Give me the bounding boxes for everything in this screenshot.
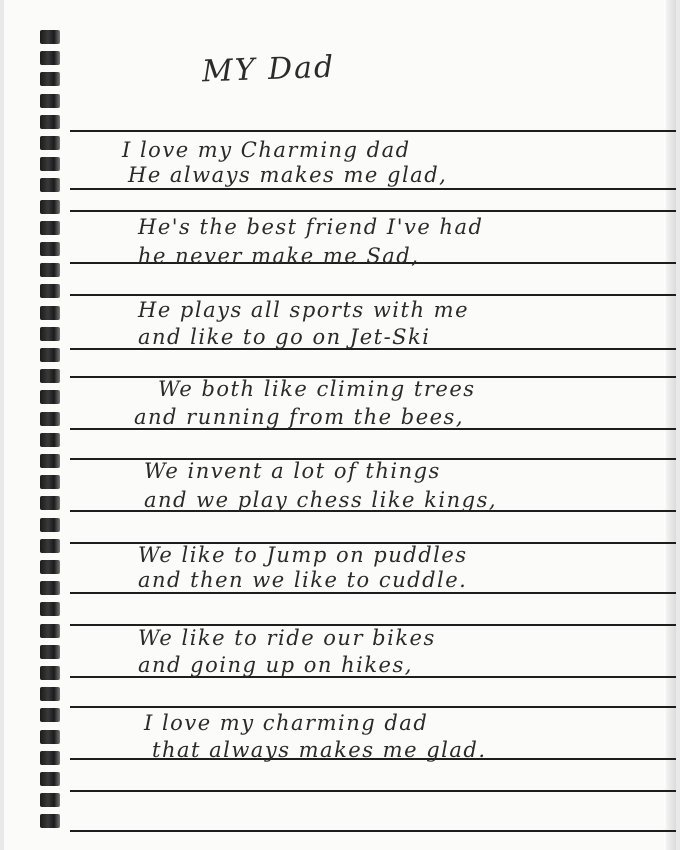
spiral-hole — [40, 454, 60, 468]
spiral-hole — [40, 263, 60, 277]
spiral-hole — [40, 496, 60, 510]
spiral-hole — [40, 200, 60, 214]
spiral-hole — [40, 94, 60, 108]
spiral-hole — [40, 412, 60, 426]
spiral-hole — [40, 581, 60, 595]
poem-line-4: he never make me Sad, — [138, 244, 420, 268]
poem-line-10: and we play chess like kings, — [144, 488, 498, 512]
ruled-line — [70, 188, 676, 190]
spiral-hole — [40, 518, 60, 532]
ruled-line — [70, 210, 676, 212]
spiral-hole — [40, 327, 60, 341]
spiral-hole — [40, 433, 60, 447]
spiral-hole — [40, 666, 60, 680]
spiral-hole — [40, 814, 60, 828]
poem-line-6: and like to go on Jet-Ski — [138, 325, 431, 349]
poem-line-15: I love my charming dad — [144, 711, 429, 735]
spiral-hole — [40, 687, 60, 701]
spiral-hole — [40, 284, 60, 298]
poem-line-9: We invent a lot of things — [144, 459, 441, 483]
spiral-hole — [40, 772, 60, 786]
spiral-hole — [40, 157, 60, 171]
poem-line-7: We both like climing trees — [158, 377, 476, 401]
poem-line-5: He plays all sports with me — [138, 298, 470, 322]
poem-line-13: We like to ride our bikes — [138, 626, 436, 650]
spiral-hole — [40, 560, 60, 574]
spiral-hole — [40, 624, 60, 638]
spiral-hole — [40, 539, 60, 553]
spiral-hole — [40, 178, 60, 192]
spiral-hole — [40, 221, 60, 235]
spiral-binding — [34, 30, 70, 850]
ruled-line — [70, 592, 676, 594]
spiral-hole — [40, 708, 60, 722]
spiral-hole — [40, 475, 60, 489]
page-edge — [666, 0, 676, 850]
poem-title: MY Dad — [201, 49, 336, 90]
spiral-hole — [40, 306, 60, 320]
poem-line-11: We like to Jump on puddles — [138, 543, 468, 567]
spiral-hole — [40, 369, 60, 383]
spiral-hole — [40, 51, 60, 65]
ruled-line — [70, 294, 676, 296]
spiral-hole — [40, 115, 60, 129]
poem-line-2: He always makes me glad, — [128, 163, 448, 187]
poem-line-14: and going up on hikes, — [138, 653, 413, 677]
spiral-hole — [40, 602, 60, 616]
poem-line-16: that always makes me glad. — [152, 738, 487, 762]
spiral-hole — [40, 242, 60, 256]
spiral-hole — [40, 730, 60, 744]
poem-line-8: and running from the bees, — [134, 405, 464, 429]
spiral-hole — [40, 751, 60, 765]
spiral-hole — [40, 30, 60, 44]
notebook-page — [4, 0, 676, 850]
spiral-hole — [40, 793, 60, 807]
ruled-line — [70, 130, 676, 132]
spiral-hole — [40, 390, 60, 404]
spiral-hole — [40, 72, 60, 86]
poem-line-12: and then we like to cuddle. — [138, 568, 468, 592]
ruled-line — [70, 706, 676, 708]
ruled-line — [70, 790, 676, 792]
poem-line-1: I love my Charming dad — [122, 138, 411, 162]
ruled-line — [70, 830, 676, 832]
spiral-hole — [40, 348, 60, 362]
spiral-hole — [40, 645, 60, 659]
poem-line-3: He's the best friend I've had — [138, 215, 484, 239]
spiral-hole — [40, 136, 60, 150]
